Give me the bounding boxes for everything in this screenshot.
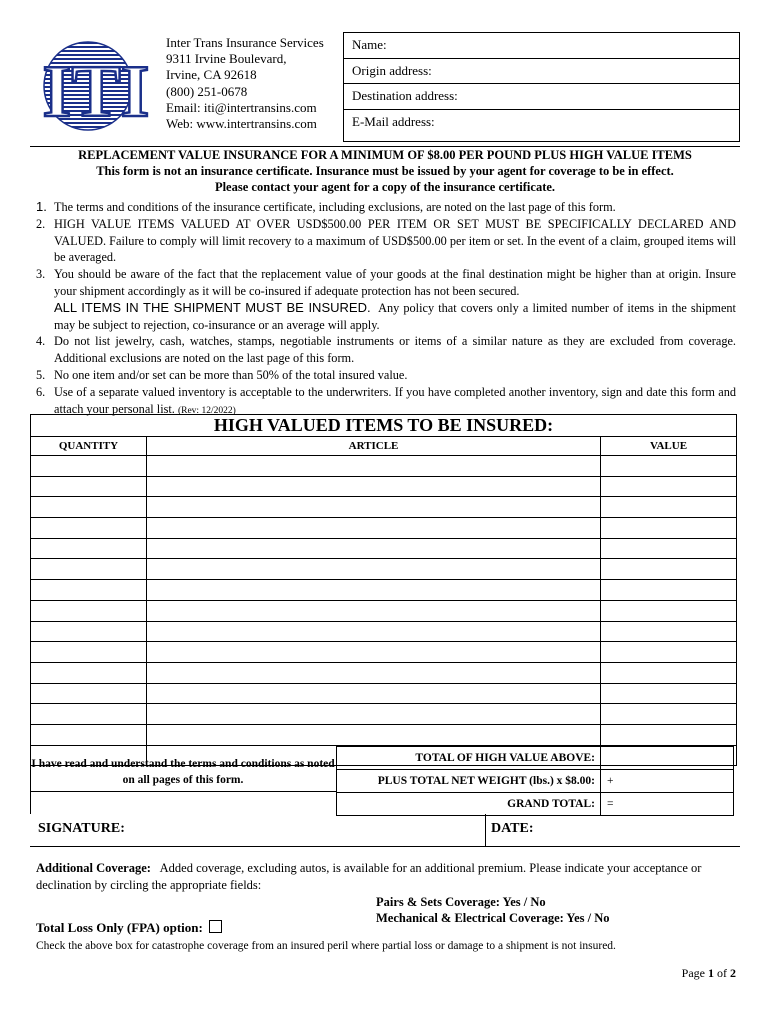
- destination-address-field[interactable]: Destination address:: [344, 84, 739, 110]
- value-cell[interactable]: [601, 518, 736, 538]
- acknowledgement-text: I have read and understand the terms and conditions as noted on all pages of this form.: [31, 758, 335, 786]
- email-address-field[interactable]: E-Mail address:: [352, 113, 435, 129]
- value-cell[interactable]: [601, 539, 736, 559]
- article-cell[interactable]: [147, 684, 601, 704]
- terms-list: [36, 199, 736, 419]
- revision-note: (Rev: 12/2022): [177, 405, 236, 416]
- article-cell[interactable]: [147, 663, 601, 683]
- border: [485, 814, 486, 846]
- quantity-cell[interactable]: [31, 684, 147, 704]
- signature-label[interactable]: SIGNATURE:: [38, 821, 125, 836]
- company-email: Email: iti@intertransins.com: [166, 99, 317, 115]
- name-field[interactable]: Name:: [344, 33, 739, 59]
- value-cell[interactable]: [601, 663, 736, 683]
- divider: [30, 146, 740, 147]
- mechanical-electrical-option[interactable]: Mechanical & Electrical Coverage: Yes / No: [376, 911, 610, 926]
- table-row: [31, 539, 736, 560]
- value-cell[interactable]: [601, 684, 736, 704]
- article-cell[interactable]: [147, 580, 601, 600]
- quantity-cell[interactable]: [31, 663, 147, 683]
- table-row: [31, 559, 736, 580]
- company-street: 9311 Irvine Boulevard,: [166, 51, 287, 67]
- article-cell[interactable]: [147, 539, 601, 559]
- table-row: [31, 684, 736, 705]
- fpa-note: Check the above box for catastrophe coverage from an insured peril where partial loss or damage to a shipment is not insured.: [36, 940, 616, 952]
- value-cell[interactable]: [601, 456, 736, 476]
- table-row: [31, 725, 736, 746]
- grand-total-field[interactable]: =: [607, 798, 614, 810]
- contact-fields-box: [343, 32, 740, 142]
- article-cell[interactable]: [147, 601, 601, 621]
- quantity-cell[interactable]: [31, 580, 147, 600]
- total-high-value-row: TOTAL OF HIGH VALUE ABOVE:: [337, 747, 733, 770]
- value-cell[interactable]: [601, 497, 736, 517]
- totals-box: [336, 746, 734, 816]
- value-cell[interactable]: [601, 704, 736, 724]
- quantity-cell[interactable]: [31, 539, 147, 559]
- term-item: 4. Do not list jewelry, cash, watches, stamps, negotiable instruments or items of a similar nature as they are excluded from coverage. Additional exclusions are noted on the last page of this form.: [36, 334, 736, 366]
- table-row: [31, 497, 736, 518]
- divider: [30, 846, 740, 847]
- term-item: 5. No one item and/or set can be more than 50% of the total insured value.: [36, 367, 408, 382]
- col-article: ARTICLE: [147, 437, 601, 455]
- value-cell[interactable]: [601, 601, 736, 621]
- table-row: [31, 622, 736, 643]
- value-cell[interactable]: [601, 642, 736, 662]
- pairs-sets-option[interactable]: Pairs & Sets Coverage: Yes / No: [376, 894, 546, 909]
- origin-address-field[interactable]: Origin address:: [344, 59, 739, 85]
- fpa-checkbox[interactable]: [209, 920, 222, 933]
- article-cell[interactable]: [147, 559, 601, 579]
- company-phone: (800) 251-0678: [166, 83, 248, 99]
- term-item: 1. The terms and conditions of the insurance certificate, including exclusions, are noted on the last page of this form.: [36, 199, 616, 214]
- article-cell[interactable]: [147, 622, 601, 642]
- quantity-cell[interactable]: [31, 518, 147, 538]
- page-number: Page 1 of 2: [681, 966, 736, 980]
- col-quantity: QUANTITY: [31, 437, 147, 455]
- heading-not-certificate: This form is not an insurance certificate. Insurance must be issued by your agent for coverage to be in effect.: [96, 164, 674, 178]
- value-cell[interactable]: [601, 622, 736, 642]
- high-value-items-table: [30, 414, 737, 766]
- total-high-value-field[interactable]: [601, 747, 733, 769]
- value-cell[interactable]: [601, 559, 736, 579]
- logo-letters: ITI: [42, 51, 150, 133]
- quantity-cell[interactable]: [31, 622, 147, 642]
- company-web: Web: www.intertransins.com: [166, 116, 317, 132]
- article-cell[interactable]: [147, 642, 601, 662]
- term-item: 6. Use of a separate valued inventory is acceptable to the underwriters. If you have completed another inventory, sign and date this form and attach your personal list. (Rev: 12/2022): [36, 384, 736, 416]
- value-cell[interactable]: [601, 477, 736, 497]
- article-cell[interactable]: [147, 704, 601, 724]
- value-cell[interactable]: [601, 725, 736, 745]
- table-row: [31, 477, 736, 498]
- iti-logo: [38, 34, 156, 134]
- heading-main: REPLACEMENT VALUE INSURANCE FOR A MINIMUM OF $8.00 PER POUND PLUS HIGH VALUE ITEMS: [78, 148, 692, 162]
- company-name: Inter Trans Insurance Services: [166, 35, 324, 50]
- term-item: 2. HIGH VALUE ITEMS VALUED AT OVER USD$500.00 PER ITEM OR SET MUST BE SPECIFICALLY DECLARED AND VALUED. Failure to comply will limit recovery to a maximum of USD$500.00 per item or set. In the event of a claim, grouped items will be averaged.: [36, 216, 736, 265]
- table-title: HIGH VALUED ITEMS TO BE INSURED:: [31, 415, 736, 437]
- grand-total-row: GRAND TOTAL: =: [337, 793, 733, 815]
- net-weight-field[interactable]: +: [607, 775, 614, 787]
- net-weight-row: PLUS TOTAL NET WEIGHT (lbs.) x $8.00: +: [337, 770, 733, 793]
- term-item: 3. You should be aware of the fact that the replacement value of your goods at the final destination might be higher than at origin. Insure your shipment accordingly as it will be co-insured if adequate protection has not been secured. ALL ITEMS IN THE SHIPMENT MUST BE INSURED. Any policy that covers only a limited number of items in the shipment may be subject to rejection, co-insurance or an average will apply.: [36, 267, 736, 332]
- quantity-cell[interactable]: [31, 456, 147, 476]
- company-city: Irvine, CA 92618: [166, 67, 257, 83]
- additional-coverage: Additional Coverage: Added coverage, excluding autos, is available for an additional premium. Please indicate your acceptance or declination by circling the appropriate fields: Pairs & Sets Coverage: Yes / No Mechanical & Electrical Coverage: Yes / No: [36, 860, 736, 927]
- table-row: [31, 663, 736, 684]
- table-row: [31, 642, 736, 663]
- quantity-cell[interactable]: [31, 497, 147, 517]
- article-cell[interactable]: [147, 725, 601, 745]
- fpa-option: Total Loss Only (FPA) option:: [36, 920, 222, 936]
- table-row: [31, 601, 736, 622]
- heading-contact-agent: Please contact your agent for a copy of the insurance certificate.: [214, 180, 556, 194]
- article-cell[interactable]: [147, 477, 601, 497]
- col-value: VALUE: [649, 440, 688, 452]
- quantity-cell[interactable]: [31, 559, 147, 579]
- table-row: [31, 456, 736, 477]
- article-cell[interactable]: [147, 456, 601, 476]
- value-cell[interactable]: [601, 580, 736, 600]
- quantity-cell[interactable]: [31, 725, 147, 745]
- additional-coverage-label: Additional Coverage:: [36, 861, 151, 875]
- quantity-cell[interactable]: [31, 704, 147, 724]
- date-label[interactable]: DATE:: [491, 821, 534, 836]
- table-row: [31, 704, 736, 725]
- table-row: [31, 580, 736, 601]
- table-row: [31, 518, 736, 539]
- company-info: [166, 35, 324, 132]
- quantity-cell[interactable]: [31, 601, 147, 621]
- table-header: [31, 437, 736, 456]
- article-cell[interactable]: [147, 497, 601, 517]
- quantity-cell[interactable]: [31, 642, 147, 662]
- quantity-cell[interactable]: [31, 477, 147, 497]
- article-cell[interactable]: [147, 518, 601, 538]
- divider: [30, 791, 336, 792]
